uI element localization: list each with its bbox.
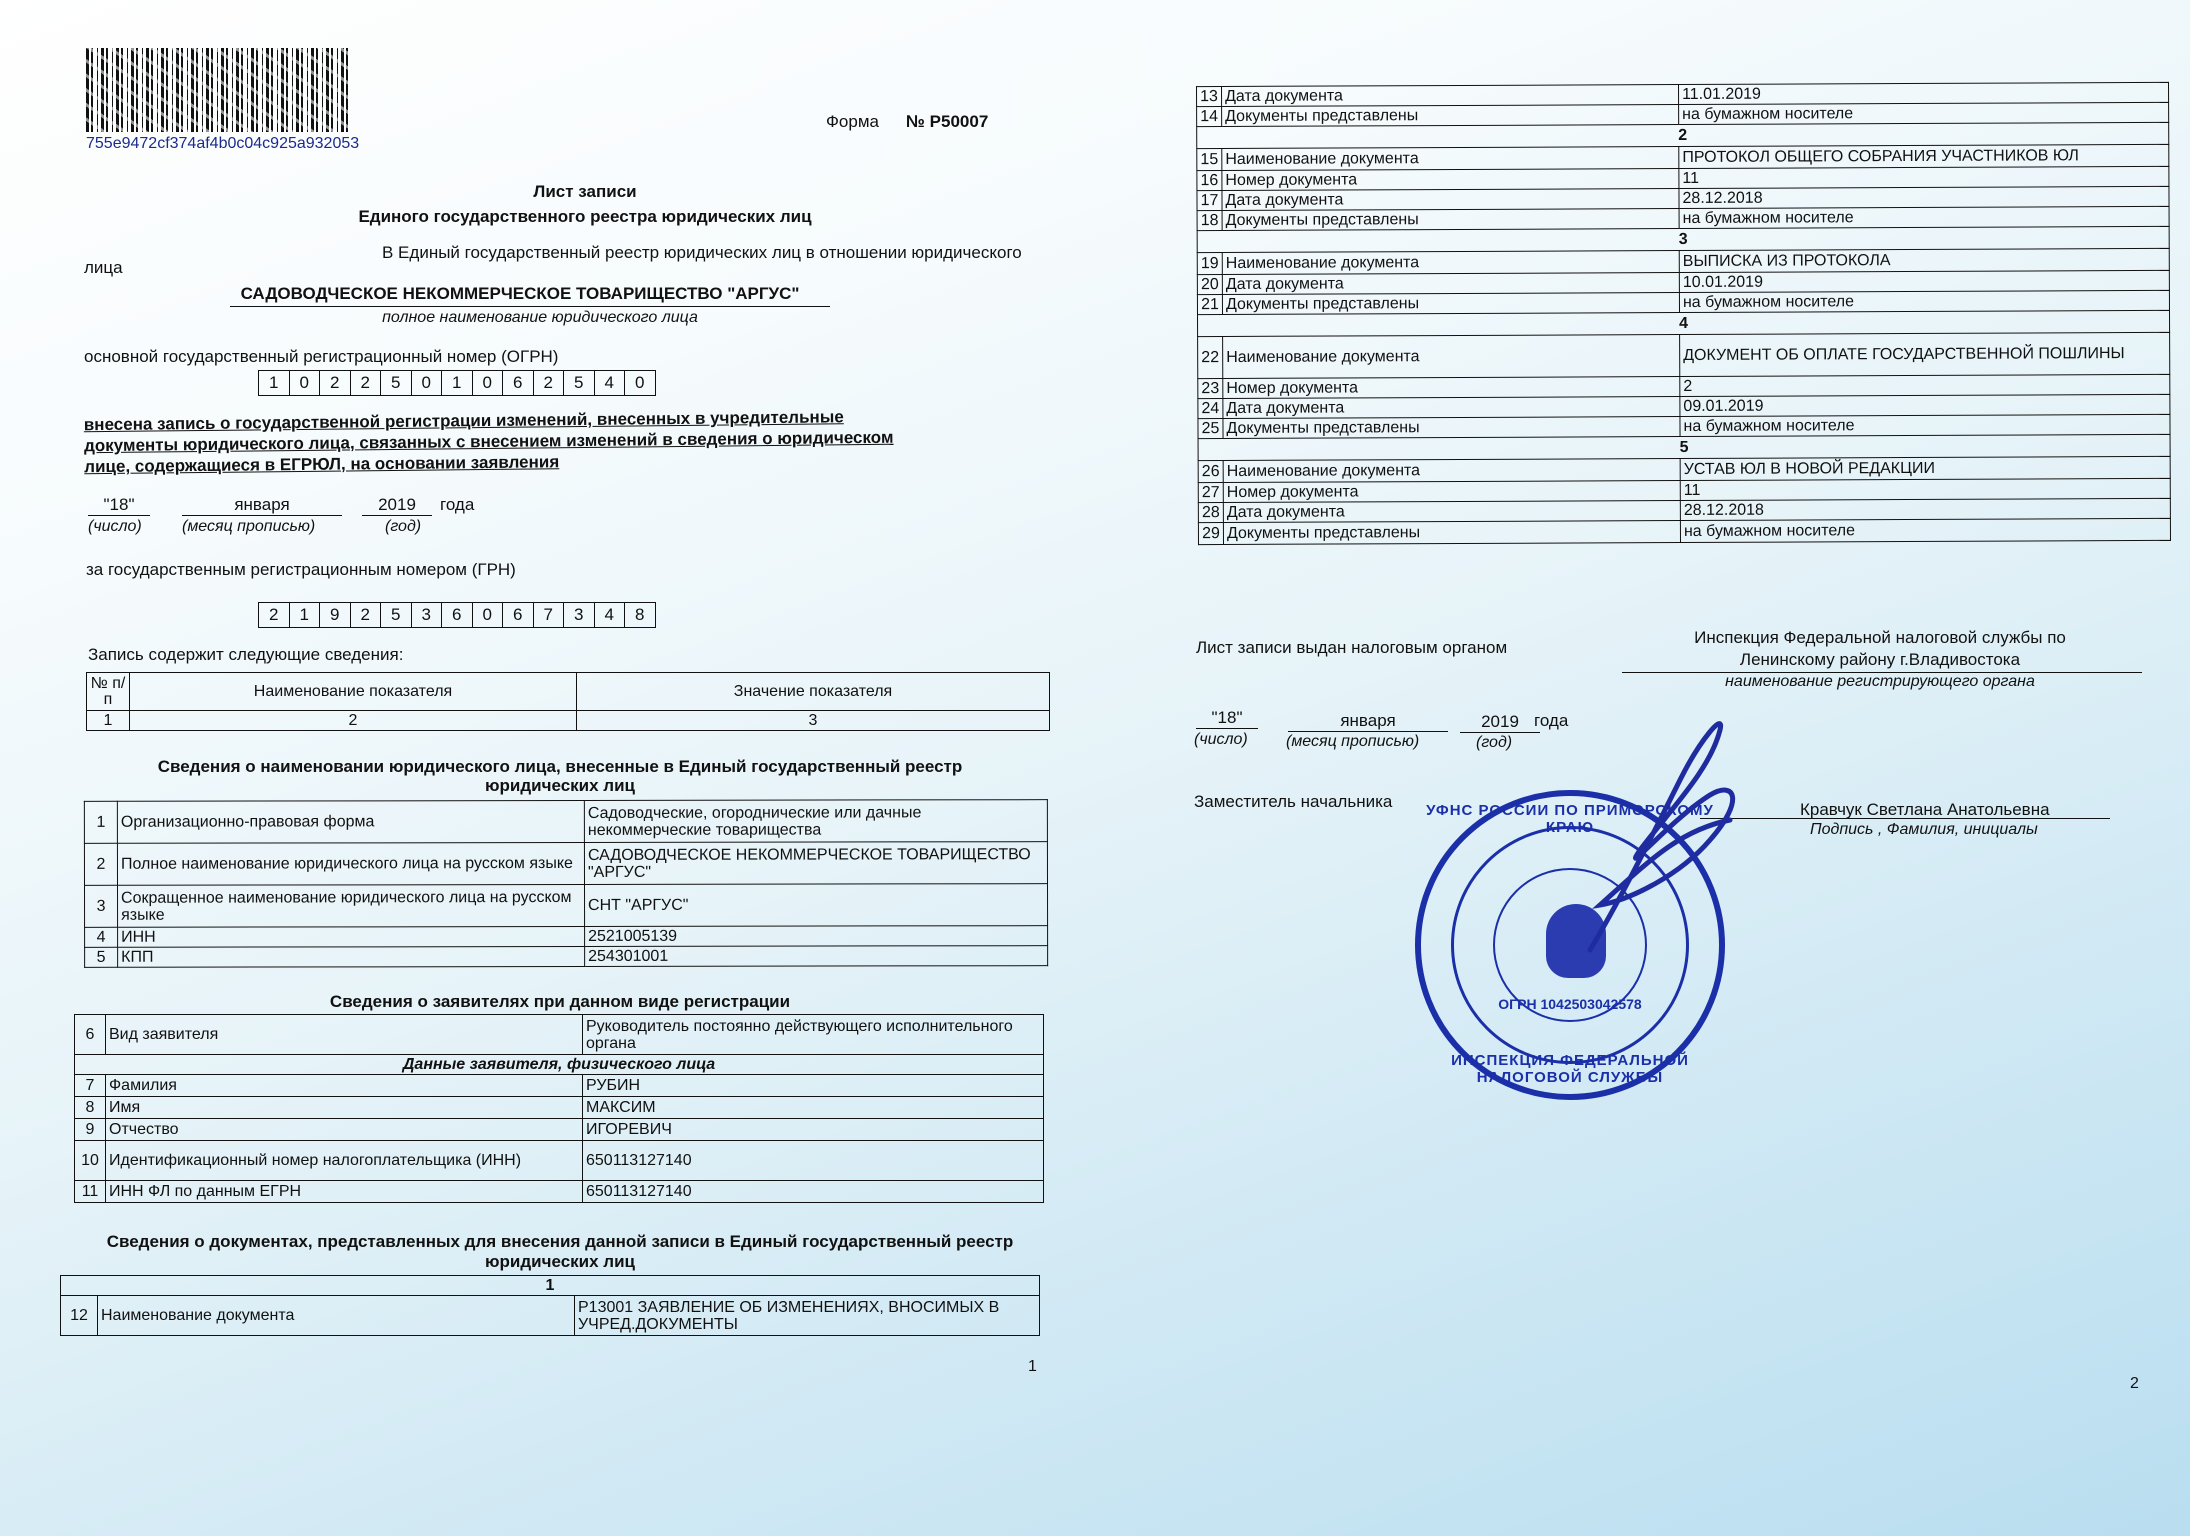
name-table: 1 Организационно-правовая форма Садоводческие, огороднические или дачные некоммерческие товарищества 2 Полное наименование юридического лица на русском языке САДОВОДЧЕСКОЕ НЕКОММЕРЧЕСКОЕ ТОВАРИЩЕСТВО "АРГУС" 3 Сокращенное наименование юридического лица на русском языке СНТ "АРГУС" 4 ИНН 2521005139 5 КПП 254301001 [84,799,1048,968]
ogrn-digit: 0 [473,371,504,395]
grn-digit: 0 [473,603,504,627]
doc-row-value: УСТАВ ЮЛ В НОВОЙ РЕДАКЦИИ [1680,456,2170,480]
doc-row-label: Документы представлены [1222,105,1679,127]
grn-digit: 8 [635,605,645,624]
doc-row-label: Документы представлены [1223,521,1680,545]
signer-caption: Подпись , Фамилия, инициалы [1810,821,2038,838]
grn-digit: 5 [381,603,412,627]
doc-row-value: 11 [1679,166,2169,188]
doc-group-header: 2 [1197,122,2169,148]
doc-row-value: на бумажном носителе [1679,290,2169,312]
header-num-2: 2 [130,711,577,731]
documents-table-p2: 13 Дата документа 11.01.2019 14 Документы представлены на бумажном носителе 2 15 Наименование документа ПРОТОКОЛ ОБЩЕГО СОБРАНИЯ УЧАСТНИКОВ ЮЛ 16 Номер документа 11 17 Дата документа 28.12.2018 18 Документы представлены на бумажном носителе 3 19 Наименование документа ВЫПИСКА ИЗ ПРОТОКОЛА 20 Дата документа 10.01.2019 21 Документы представлены на бумажном носителе 4 22 Наименование документа ДОКУМЕНТ ОБ ОПЛАТЕ ГОСУДАРСТВЕННОЙ ПОШЛИНЫ 23 Номер документа 2 24 Дата документа 09.01.2019 25 Документы представлены на бумажном носителе 5 26 Наименование документа УСТАВ ЮЛ В НОВОЙ РЕДАКЦИИ 27 Номер документа 11 28 Дата документа 28.12.2018 29 Документы представлены на бумажном носителе [1196,82,2171,545]
name-row-value: 2521005139 [585,926,1048,947]
doc-row-value: ПРОТОКОЛ ОБЩЕГО СОБРАНИЯ УЧАСТНИКОВ ЮЛ [1679,144,2169,168]
ogrn-digit: 0 [290,371,321,395]
date2-year-caption: (год) [1476,734,1513,751]
applicant-row-label: Фамилия [106,1075,583,1097]
date1-year: 2019 [378,495,416,514]
grn-digit: 6 [503,603,534,627]
applicant-row-value: 650113127140 [583,1141,1044,1181]
doc-row-value: 10.01.2019 [1679,270,2169,292]
signature-stroke [1590,724,1733,950]
date2-month-caption: (месяц прописью) [1286,733,1420,750]
date1-day: "18" [103,495,135,514]
grn-digit: 2 [351,603,382,627]
entry-text-line: лице, содержащиеся в ЕГРЮЛ, на основании заявления [84,452,560,477]
doc-row-value: на бумажном носителе [1679,102,2169,124]
doc-row-value: ВЫПИСКА ИЗ ПРОТОКОЛА [1679,248,2169,272]
doc-row-value: 2 [1680,374,2170,396]
header-num-1: 1 [87,711,130,731]
doc-row-label: Номер документа [1223,377,1680,399]
doc-row-label: Дата документа [1222,273,1679,295]
ogrn-digit: 2 [320,371,351,395]
date2-year-suffix: года [1534,711,1569,730]
header-col-value: Значение показателя [577,673,1050,711]
doc-group-header: 5 [1198,434,2170,460]
doc-row-label: Наименование документа [1222,147,1679,171]
name-row-value: САДОВОДЧЕСКОЕ НЕКОММЕРЧЕСКОЕ ТОВАРИЩЕСТВО "АРГУС" [584,842,1047,885]
doc-row-value: на бумажном носителе [1680,518,2170,542]
grn-digit: 1 [290,603,321,627]
ogrn-digit: 1 [442,371,473,395]
ogrn-digit: 0 [635,373,645,392]
doc-row-value: 11 [1680,478,2170,500]
entity-name-caption: полное наименование юридического лица [382,309,698,326]
handwritten-signature [1560,700,1770,960]
authority-caption: наименование регистрирующего органа [1725,673,2035,690]
signer-position: Заместитель начальника [1194,792,1393,811]
doc-row-label: Номер документа [1223,481,1680,503]
doc-row-label: Дата документа [1222,85,1679,107]
ogrn-digit: 0 [412,371,443,395]
grn-digits [258,602,656,628]
doc-row-label: Номер документа [1222,169,1679,191]
doc-row-label: Документы представлены [1222,209,1679,231]
doc-group-header: 3 [1197,226,2169,252]
ogrn-digit: 1 [259,371,290,395]
name-row-label: Сокращенное наименование юридического лица на русском языке [118,884,585,927]
doc-row-value: на бумажном носителе [1680,414,2170,436]
ogrn-label: основной государственный регистрационный номер (ОГРН) [84,347,559,366]
authority-line2: Ленинскому району г.Владивостока [1739,650,2021,669]
applicant-subhead: Данные заявителя, физического лица [75,1055,1044,1075]
date1-year-caption: (год) [385,518,422,535]
doc-row-value: ДОКУМЕНТ ОБ ОПЛАТЕ ГОСУДАРСТВЕННОЙ ПОШЛИНЫ [1680,332,2170,376]
ogrn-digit: 5 [564,371,595,395]
authority-line1: Инспекция Федеральной налоговой службы по [1694,628,2066,647]
name-row-label: ИНН [118,926,585,947]
intro-line1: В Единый государственный реестр юридических лиц в отношении юридического [382,243,1022,262]
applicant-row-value: МАКСИМ [583,1097,1044,1119]
doc-row-value: Р13001 ЗАЯВЛЕНИЕ ОБ ИЗМЕНЕНИЯХ, ВНОСИМЫХ В УЧРЕД.ДОКУМЕНТЫ [575,1296,1040,1336]
date1-year-suffix: года [440,495,475,514]
name-row-label: КПП [118,946,585,967]
name-row-label: Полное наименование юридического лица на русском языке [117,842,584,885]
ogrn-digit: 6 [503,371,534,395]
name-row-value: Садоводческие, огороднические или дачные некоммерческие товарищества [584,800,1047,843]
doc-row-value: 11.01.2019 [1679,82,2169,104]
grn-label: за государственным регистрационным номером (ГРН) [86,560,516,579]
header-col-name: Наименование показателя [130,673,577,711]
page-1 [0,0,1090,1536]
ogrn-digit: 4 [595,371,626,395]
page1-number: 1 [1028,1358,1037,1375]
grn-digit: 7 [534,603,565,627]
grn-digit: 9 [320,603,351,627]
applicant-row-label: Отчество [106,1119,583,1141]
doc-row-label: Дата документа [1222,189,1679,211]
header-table [86,672,1050,731]
intro-line2: лица [84,258,123,277]
form-label: Форма [826,112,879,131]
entry-text [84,406,894,477]
doc-row-label: Документы представлены [1223,417,1680,439]
grn-digit: 6 [442,603,473,627]
grn-digit: 3 [412,603,443,627]
section-applicants-title: Сведения о заявителях при данном виде регистрации [329,992,791,1011]
grn-digit: 4 [595,603,626,627]
applicant-row-value: РУБИН [583,1075,1044,1097]
doc-row-label: Наименование документа [1223,459,1680,483]
applicant-row-label: ИНН ФЛ по данным ЕГРН [106,1181,583,1203]
title-line1: Лист записи [533,182,637,201]
doc-row-label: Наименование документа [98,1296,575,1336]
barcode-image [86,48,348,132]
doc-row-label: Наименование документа [1222,251,1679,275]
doc-row-value: 28.12.2018 [1679,186,2169,208]
applicant-table: 6 Вид заявителя Руководитель постоянно действующего исполнительного органа Данные заявителя, физического лица 7 Фамилия РУБИН 8 Имя МАКСИМ 9 Отчество ИГОРЕВИЧ 10 Идентификационный номер налогоплательщика (ИНН) 650113127140 11 ИНН ФЛ по данным ЕГРН 650113127140 [74,1014,1044,1203]
header-col-num: № п/п [87,673,130,711]
doc-group-header: 4 [1198,310,2170,336]
ogrn-digit: 5 [381,371,412,395]
date1-month-caption: (месяц прописью) [182,518,316,535]
doc-row-label: Дата документа [1223,397,1680,419]
documents-table-p1: 1 12 Наименование документа Р13001 ЗАЯВЛЕНИЕ ОБ ИЗМЕНЕНИЯХ, ВНОСИМЫХ В УЧРЕД.ДОКУМЕНТЫ [60,1275,1040,1336]
doc-row-value: 09.01.2019 [1680,394,2170,416]
doc-row-label: Наименование документа [1223,335,1680,379]
grn-digit: 3 [564,603,595,627]
issued-by-label: Лист записи выдан налоговым органом [1196,638,1508,657]
applicant-row-label: Имя [106,1097,583,1119]
header-num-3: 3 [577,711,1050,731]
stamp-text-top: УФНС РОССИИ ПО ПРИМОРСКОМУ КРАЮ [1426,802,1714,836]
ogrn-digits [258,370,656,396]
applicant-row-label: Идентификационный номер налогоплательщика (ИНН) [106,1141,583,1181]
doc-row-value: на бумажном носителе [1679,206,2169,228]
date1-day-caption: (число) [88,518,142,535]
section-documents-title: Сведения о документах, представленных для внесения данной записи в Единый государственный реестр юридических лиц [106,1232,1014,1271]
date2-day-caption: (число) [1194,731,1248,748]
page2-number: 2 [2130,1375,2139,1392]
date2-day: "18" [1211,708,1243,727]
applicant-row-label: Вид заявителя [106,1015,583,1055]
stamp-text-mid: ОГРН 1042503042578 [1498,996,1642,1012]
date2-month: января [1340,711,1396,730]
entity-name: САДОВОДЧЕСКОЕ НЕКОММЕРЧЕСКОЕ ТОВАРИЩЕСТВО "АРГУС" [240,284,800,303]
stamp-text-bottom: ИНСПЕКЦИЯ ФЕДЕРАЛЬНОЙ НАЛОГОВОЙ СЛУЖБЫ [1451,1052,1689,1086]
name-row-value: СНТ "АРГУС" [585,884,1048,927]
form-number: № Р50007 [906,112,989,131]
signer-name: Кравчук Светлана Анатольевна [1800,800,2050,819]
applicant-row-value: Руководитель постоянно действующего исполнительного органа [583,1015,1044,1055]
doc-row-label: Дата документа [1223,501,1680,523]
section-name-title: Сведения о наименовании юридического лица, внесенные в Единый государственный реестр юридических лиц [157,757,963,795]
applicant-row-value: ИГОРЕВИЧ [583,1119,1044,1141]
barcode-code: 755e9472cf374af4b0c04c925a932053 [86,135,360,152]
ogrn-digit: 2 [534,371,565,395]
name-row-value: 254301001 [585,946,1048,967]
record-contains: Запись содержит следующие сведения: [88,645,404,664]
name-row-label: Организационно-правовая форма [117,800,584,843]
ogrn-digit: 2 [351,371,382,395]
doc-row-value: 28.12.2018 [1680,498,2170,520]
entry-text-line: внесена запись о государственной регистрации изменений, внесенных в учредительные [83,407,844,435]
grn-digit: 2 [259,603,290,627]
title-line2: Единого государственного реестра юридических лиц [358,207,812,226]
date2-year: 2019 [1481,712,1519,731]
doc-group-header: 1 [61,1276,1040,1296]
entry-text-line: документы юридического лица, связанных с внесением изменений в сведения о юридическом [83,427,894,456]
date1-month: января [234,495,290,514]
applicant-row-value: 650113127140 [583,1181,1044,1203]
doc-row-label: Документы представлены [1222,293,1679,315]
